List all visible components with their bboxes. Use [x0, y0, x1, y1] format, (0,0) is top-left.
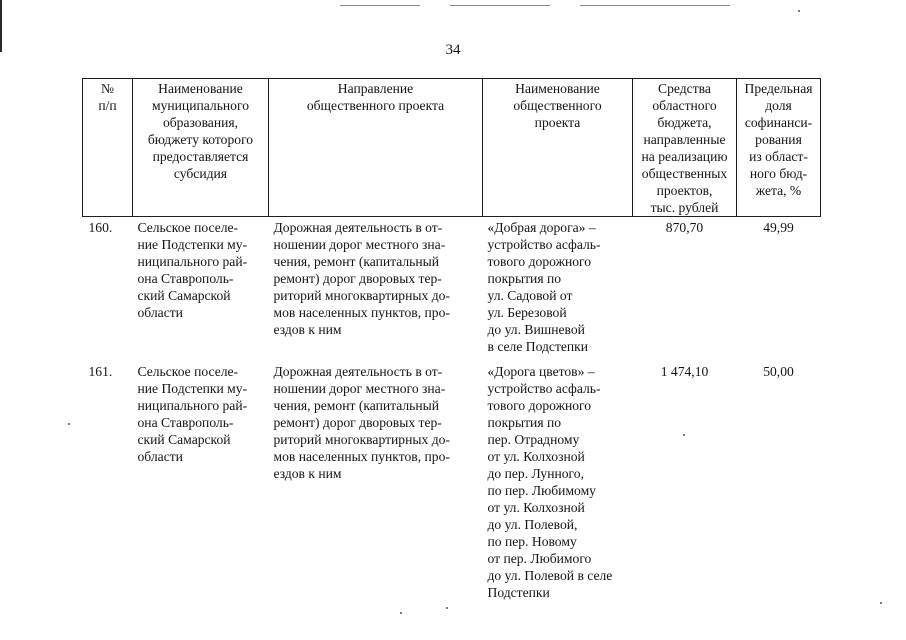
scan-speck [400, 612, 402, 614]
scan-speck [446, 607, 448, 609]
page-number: 34 [445, 42, 461, 58]
row-municipality: Сельское поселе- ние Подстепки му- ниципального рай- она Ставрополь- ский Самарской области [137, 364, 248, 464]
table-header-row [83, 79, 821, 217]
scan-artifact-line [580, 5, 730, 6]
row-municipality: Сельское поселе- ние Подстепки му- ниципального рай- она Ставрополь- ский Самарской области [137, 220, 248, 320]
header-number: № п/п [83, 79, 133, 217]
scan-speck [68, 423, 70, 425]
header-project-name: Наименование общественного проекта [483, 79, 633, 217]
row-cofinancing-share: 50,00 [763, 364, 794, 379]
row-project-name: «Добрая дорога» – устройство асфаль- тового дорожного покрытия по ул. Садовой от ул. Березовой до ул. Вишневой в селе Подстепки [487, 220, 601, 354]
table-row [83, 361, 821, 601]
row-cofinancing-share: 49,99 [763, 220, 794, 235]
header-direction: Направление общественного проекта [269, 79, 483, 217]
row-direction: Дорожная деятельность в от- ношении дорог местного зна- чения, ремонт (капитальный ремонт) дорог дворовых тер- риторий многоквартирных до- мов населенных пунктов, про- ездов к ним [273, 364, 450, 481]
row-regional-funds: 1 474,10 [660, 364, 709, 379]
header-regional-funds: Средства областного бюджета, направленные на реализацию общественных проектов, тыс. рублей [633, 79, 737, 217]
subsidy-table [82, 78, 821, 601]
scan-speck [683, 434, 685, 436]
table-row [83, 217, 821, 362]
scan-speck [798, 10, 800, 12]
row-number: 161. [88, 364, 113, 379]
header-cofinancing-share: Предельная доля софинанси- рования из област- ного бюд- жета, % [737, 79, 821, 217]
header-municipality: Наименование муниципального образования, бюджету которого предоставляется субсидия [133, 79, 269, 217]
row-direction: Дорожная деятельность в от- ношении дорог местного зна- чения, ремонт (капитальный ремонт) дорог дворовых тер- риторий многоквартирных до- мов населенных пунктов, про- ездов к ним [273, 220, 450, 337]
row-project-name: «Дорога цветов» – устройство асфаль- тового дорожного покрытия по пер. Отрадному от ул. Колхозной до пер. Лунного, по пер. Любимому от ул. Колхозной до ул. Полевой, по пер. Новому от пер. Любимого до ул. Полевой в селе Подстепки [487, 364, 613, 600]
scan-artifact-line [340, 5, 420, 6]
scan-artifact-line [450, 5, 550, 6]
row-number: 160. [88, 220, 113, 235]
subsidy-table-wrapper [82, 78, 821, 601]
scan-speck [880, 602, 882, 604]
row-regional-funds: 870,70 [665, 220, 704, 235]
